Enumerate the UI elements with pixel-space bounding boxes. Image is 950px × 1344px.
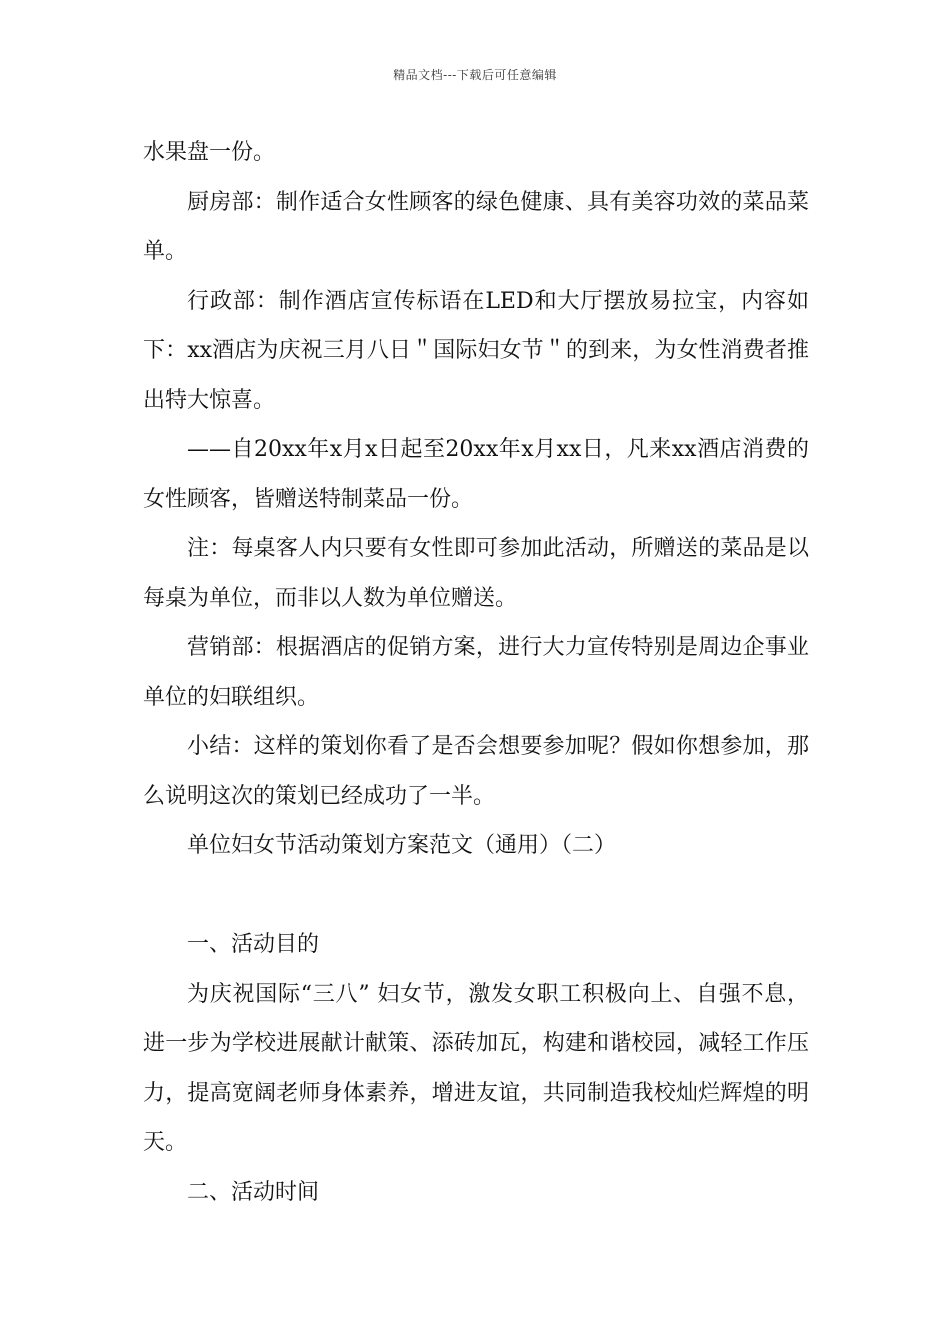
paragraph-admin: 行政部：制作酒店宣传标语在LED和大厅摆放易拉宝，内容如下：xx酒店为庆祝三月八日＂国际妇女节＂的到来，为女性消费者推出特大惊喜。 <box>143 288 809 413</box>
page-header: 精品文档---下载后可任意编辑 <box>393 68 557 82</box>
paragraph-promotion-period: ——自20xx年x月x日起至20xx年x月xx日，凡来xx酒店消费的女性顾客，皆赠送特制菜品一份。 <box>143 437 809 512</box>
paragraph-summary: 小结：这样的策划你看了是否会想要参加呢？假如你想参加，那么说明这次的策划已经成功了一半。 <box>143 734 809 809</box>
blank-line <box>143 871 809 921</box>
paragraph-kitchen: 厨房部：制作适合女性顾客的绿色健康、具有美容功效的菜品菜单。 <box>143 189 809 264</box>
paragraph-fruit-plate: 水果盘一份。 <box>143 140 276 165</box>
document-body <box>143 128 809 1217</box>
paragraph-note: 注：每桌客人内只要有女性即可参加此活动，所赠送的菜品是以每桌为单位，而非以人数为单位赠送。 <box>143 536 809 611</box>
paragraph-purpose: 为庆祝国际“三八” 妇女节，激发女职工积极向上、自强不息，进一步为学校进展献计献策、添砖加瓦，构建和谐校园，减轻工作压力，提高宽阔老师身体素养，增进友谊，共同制造我校灿烂辉煌的明天。 <box>143 981 809 1155</box>
paragraph-marketing: 营销部：根据酒店的促销方案，进行大力宣传特别是周边企事业单位的妇联组织。 <box>143 635 809 710</box>
section-title: 单位妇女节活动策划方案范文（通用）（二） <box>187 833 617 858</box>
heading-activity-time: 二、活动时间 <box>187 1179 320 1205</box>
heading-activity-purpose: 一、活动目的 <box>187 932 320 957</box>
